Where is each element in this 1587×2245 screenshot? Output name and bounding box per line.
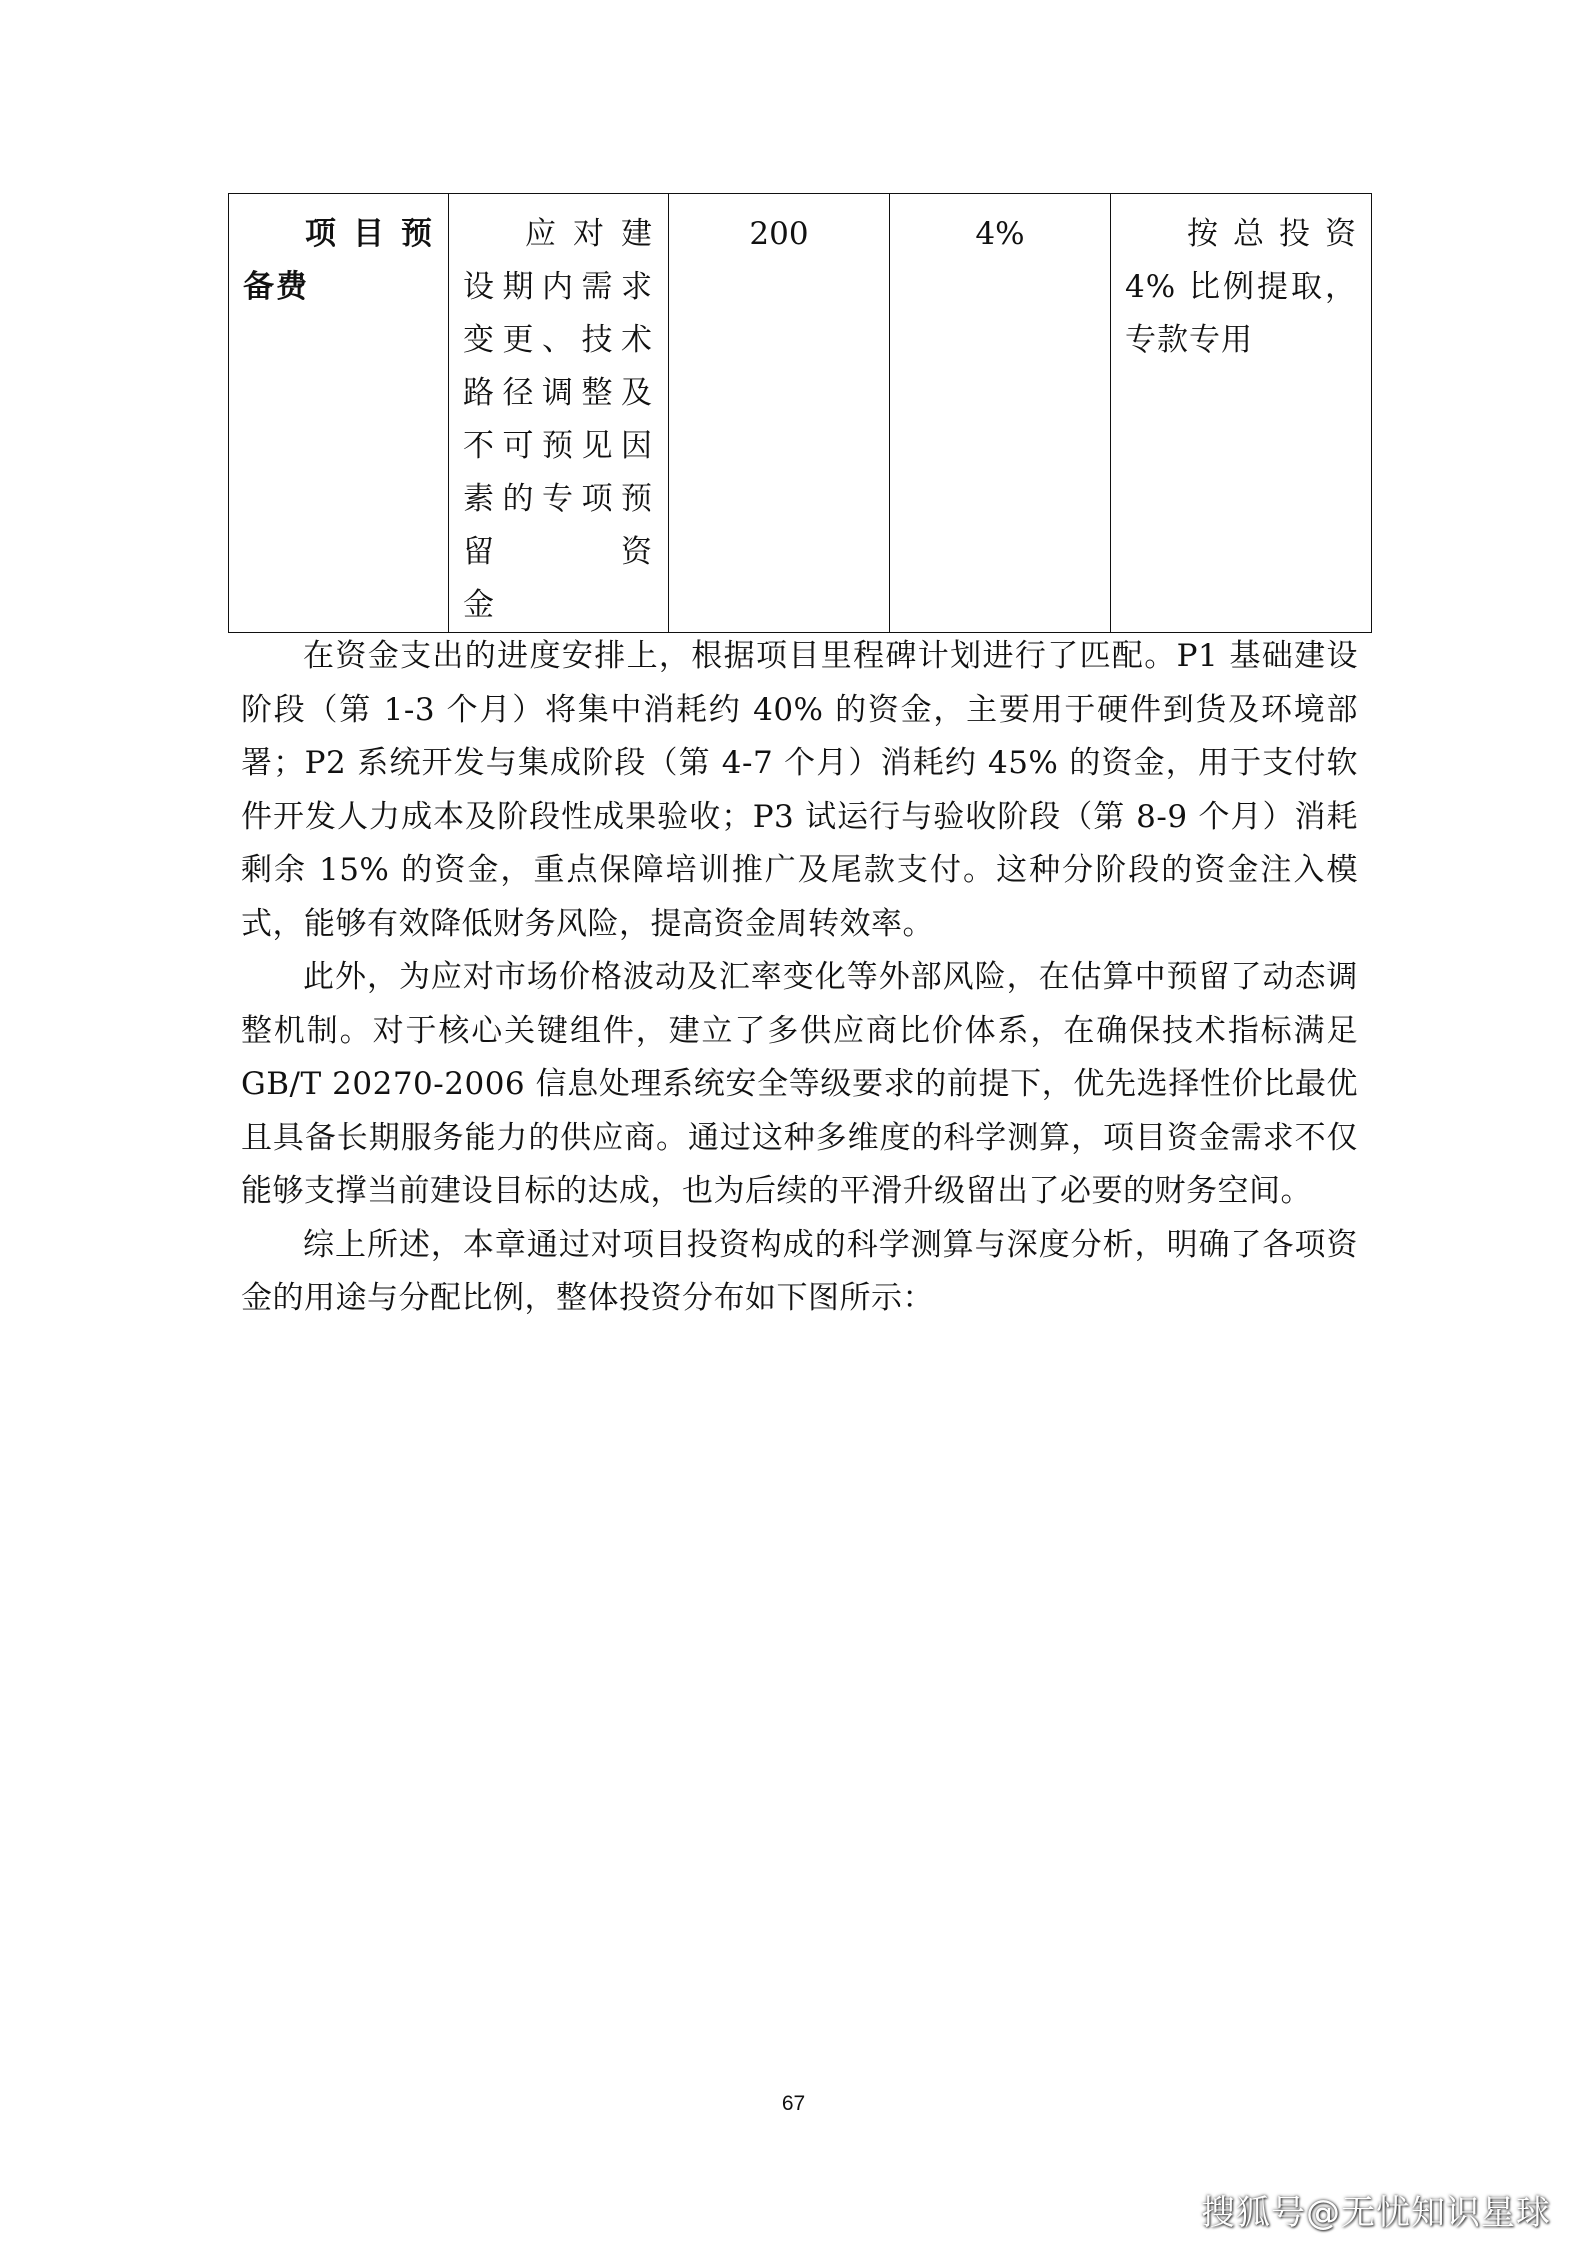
watermark: 搜狐号@无忧知识星球 [1201, 2193, 1551, 2233]
paragraph-funding-schedule: 在资金支出的进度安排上，根据项目里程碑计划进行了匹配。P1 基础建设阶段（第 1-3 个月）将集中消耗约 40% 的资金，主要用于硬件到货及环境部署；P2 系统开发与集成阶段（第 4-7 个月）消耗约 45% 的资金，用于支付软件开发人力成本及阶段性成果验收；P3 试运行与验收阶段（第 8-9 个月）消耗剩余 15% 的资金，重点保障培训推广及尾款支付。这种分阶段的资金注入模式，能够有效降低财务风险，提高资金周转效率。 [241, 638, 1358, 942]
budget-table [228, 193, 1372, 633]
purpose-text-tail: 金 [463, 587, 496, 623]
item-amount-cell: 200 [669, 194, 890, 633]
page-number: 67 [781, 2092, 806, 2115]
item-purpose-cell [449, 194, 669, 633]
item-note-cell: 按总投资 4% 比例提取，专款专用 [1111, 194, 1372, 633]
body-text [241, 630, 1358, 1326]
table-row [229, 194, 1372, 633]
item-name-cell: 项目预备费 [229, 194, 449, 633]
paragraph-summary: 综上所述，本章通过对项目投资构成的科学测算与深度分析，明确了各项资金的用途与分配比例，整体投资分布如下图所示： [241, 1226, 1358, 1316]
item-ratio-cell: 4% [890, 194, 1111, 633]
paragraph-risk-adjustment: 此外，为应对市场价格波动及汇率变化等外部风险，在估算中预留了动态调整机制。对于核心关键组件，建立了多供应商比价体系，在确保技术指标满足 GB/T 20270-2006 信息处理系统安全等级要求的前提下，优先选择性价比最优且具备长期服务能力的供应商。通过这种多维度的科学测算，项目资金需求不仅能够支撑当前建设目标的达成，也为后续的平滑升级留出了必要的财务空间。 [241, 959, 1358, 1209]
purpose-text: 应对建设期内需求变更、技术路径调整及不可预见因素的专项预留资 [463, 216, 654, 570]
